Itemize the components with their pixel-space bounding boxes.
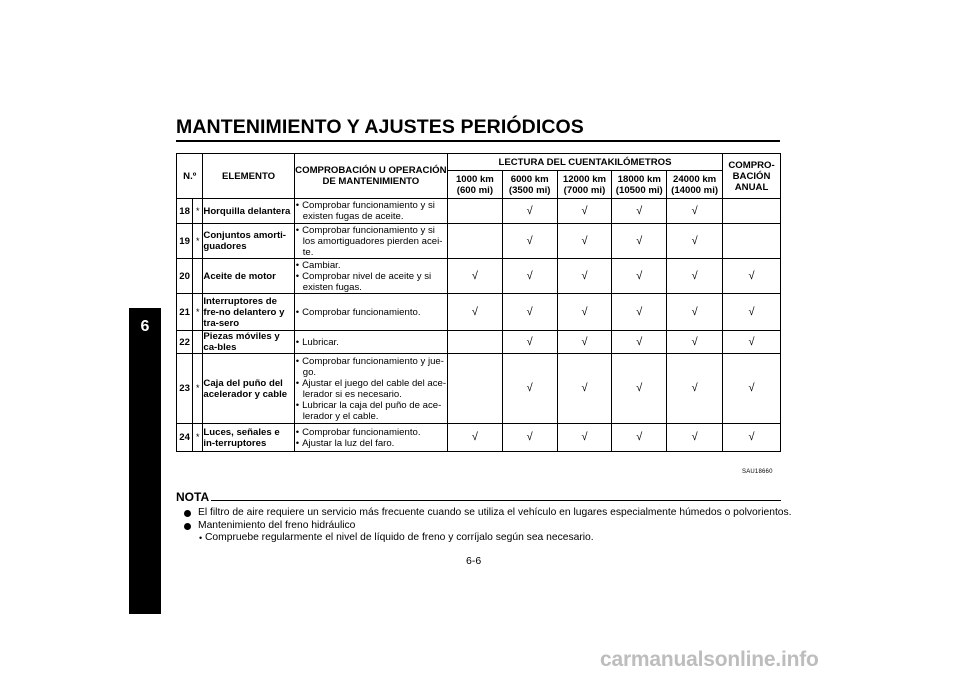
check-cell: [447, 224, 502, 259]
row-number: 18: [177, 199, 193, 224]
table-row: [177, 331, 781, 354]
table-row: [177, 199, 781, 224]
row-element: Interruptores de fre-no delantero y tra-sero: [203, 294, 294, 331]
row-asterisk: *: [193, 224, 203, 259]
row-operations: [294, 224, 447, 259]
row-number: 24: [177, 424, 193, 452]
interval-mi: (10500 mi): [615, 184, 663, 196]
table-row: [177, 354, 781, 424]
nota-item-text: El filtro de aire requiere un servicio más frecuente cuando se utiliza el vehículo en lugares especialmente húmedos o polvorientos.: [198, 507, 792, 518]
check-cell: [557, 424, 612, 452]
check-mark-icon: √: [581, 204, 588, 217]
check-cell: [557, 294, 612, 331]
nota-label: NOTA: [176, 490, 210, 504]
page-title: MANTENIMIENTO Y AJUSTES PERIÓDICOS: [176, 116, 584, 138]
check-cell: [723, 354, 781, 424]
check-cell: [667, 354, 723, 424]
operation-item: • Comprobar funcionamiento y si existen fugas de aceite.: [295, 200, 447, 222]
check-mark-icon: √: [691, 305, 698, 318]
header-interval: [557, 171, 612, 199]
table-row: [177, 424, 781, 452]
check-mark-icon: √: [748, 382, 755, 394]
operation-item: • Comprobar funcionamiento y jue-go.: [295, 356, 447, 378]
row-asterisk: *: [193, 294, 203, 331]
header-interval: [447, 171, 502, 199]
check-cell: [723, 259, 781, 294]
check-cell: [557, 354, 612, 424]
chapter-tab: [129, 308, 161, 614]
row-operations: [294, 331, 447, 354]
nota-list: [184, 507, 792, 545]
check-cell: [612, 424, 667, 452]
row-element: Caja del puño del acelerador y cable: [203, 354, 294, 424]
check-mark-icon: √: [691, 234, 698, 247]
check-cell: [557, 259, 612, 294]
check-mark-icon: √: [581, 335, 588, 348]
check-mark-icon: √: [471, 431, 478, 443]
operation-item: • Comprobar funcionamiento y si los amortiguadores pierden acei-te.: [295, 225, 447, 258]
nota-rule: [211, 500, 781, 501]
row-asterisk: *: [193, 424, 203, 452]
row-asterisk: *: [193, 199, 203, 224]
operation-item: • Lubricar la caja del puño de ace-lerador y el cable.: [295, 400, 447, 422]
check-mark-icon: √: [526, 335, 533, 348]
check-mark-icon: √: [748, 269, 755, 282]
check-cell: [502, 424, 557, 452]
check-mark-icon: √: [636, 204, 643, 217]
maintenance-table: [176, 153, 781, 452]
check-mark-icon: √: [691, 204, 698, 217]
check-cell: [612, 331, 667, 354]
row-operations: [294, 259, 447, 294]
check-mark-icon: √: [636, 335, 643, 348]
row-asterisk: [193, 331, 203, 354]
check-mark-icon: √: [636, 269, 643, 282]
check-cell: [447, 424, 502, 452]
nota-item: [184, 520, 792, 533]
check-cell: [502, 199, 557, 224]
check-cell: [447, 259, 502, 294]
check-mark-icon: √: [636, 382, 643, 394]
check-mark-icon: √: [748, 431, 755, 443]
check-mark-icon: √: [581, 382, 588, 394]
header-interval: [667, 171, 723, 199]
check-mark-icon: √: [691, 431, 698, 443]
check-cell: [447, 331, 502, 354]
check-mark-icon: √: [581, 305, 588, 318]
row-element: Horquilla delantera: [203, 199, 294, 224]
reference-code: SAU18660: [742, 469, 773, 475]
table-row: [177, 224, 781, 259]
row-operations: [294, 294, 447, 331]
check-cell: [612, 294, 667, 331]
interval-mi: (3500 mi): [508, 184, 551, 196]
row-number: 22: [177, 331, 193, 354]
interval-km: 1000 km: [455, 173, 494, 185]
row-element: Piezas móviles y ca-bles: [203, 331, 294, 354]
check-cell: [667, 331, 723, 354]
check-mark-icon: √: [581, 234, 588, 247]
check-mark-icon: √: [636, 305, 643, 318]
nota-sub-item: • Compruebe regularmente el nivel de líquido de freno y corríjalo según sea necesario.: [184, 532, 792, 545]
check-cell: [502, 354, 557, 424]
check-cell: [557, 224, 612, 259]
check-mark-icon: √: [636, 431, 643, 443]
header-no: N.º: [177, 154, 203, 199]
check-cell: [667, 224, 723, 259]
header-operation: COMPROBACIÓN U OPERACIÓN DE MANTENIMIENTO: [294, 154, 447, 199]
chapter-tab-number: 6: [140, 318, 150, 335]
row-element: Conjuntos amorti-guadores: [203, 224, 294, 259]
header-odometer: LECTURA DEL CUENTAKILÓMETROS: [447, 154, 722, 171]
check-mark-icon: √: [691, 269, 698, 282]
check-mark-icon: √: [526, 431, 533, 443]
row-number: 19: [177, 224, 193, 259]
check-mark-icon: √: [526, 204, 533, 217]
operation-item: • Comprobar funcionamiento.: [295, 307, 447, 318]
check-cell: [723, 199, 781, 224]
check-cell: [557, 199, 612, 224]
bullet-icon: [184, 523, 191, 530]
check-mark-icon: √: [526, 269, 533, 282]
check-mark-icon: √: [691, 335, 698, 348]
header-annual: COMPRO-BACIÓN ANUAL: [723, 154, 781, 199]
check-cell: [502, 224, 557, 259]
check-cell: [502, 294, 557, 331]
row-number: 20: [177, 259, 193, 294]
row-asterisk: [193, 259, 203, 294]
interval-mi: (14000 mi): [671, 184, 719, 196]
watermark: carmanualsonline.info: [600, 648, 819, 671]
header-interval: [502, 171, 557, 199]
check-mark-icon: √: [636, 234, 643, 247]
operation-item: • Ajustar la luz del faro.: [295, 438, 447, 449]
check-cell: [723, 224, 781, 259]
operation-item: • Comprobar nivel de aceite y si existen fugas.: [295, 271, 447, 293]
check-cell: [667, 294, 723, 331]
header-element: ELEMENTO: [203, 154, 294, 199]
row-operations: [294, 354, 447, 424]
check-mark-icon: √: [748, 305, 755, 318]
check-mark-icon: √: [581, 431, 588, 443]
check-cell: [612, 199, 667, 224]
row-element: Luces, señales e in-terruptores: [203, 424, 294, 452]
row-number: 21: [177, 294, 193, 331]
interval-mi: (600 mi): [456, 184, 494, 196]
check-mark-icon: √: [526, 305, 533, 318]
check-cell: [447, 199, 502, 224]
title-rule: [176, 140, 780, 142]
row-asterisk: *: [193, 354, 203, 424]
check-cell: [723, 294, 781, 331]
check-cell: [502, 259, 557, 294]
row-element: Aceite de motor: [203, 259, 294, 294]
check-mark-icon: √: [526, 234, 533, 247]
operation-item: • Cambiar.: [295, 260, 447, 271]
check-mark-icon: √: [691, 382, 698, 394]
operation-item: • Lubricar.: [295, 337, 447, 348]
interval-mi: (7000 mi): [563, 184, 606, 196]
interval-km: 18000 km: [617, 173, 661, 185]
row-number: 23: [177, 354, 193, 424]
check-cell: [502, 331, 557, 354]
check-mark-icon: √: [471, 305, 478, 318]
check-cell: [612, 259, 667, 294]
interval-km: 24000 km: [673, 173, 717, 185]
check-cell: [447, 294, 502, 331]
check-mark-icon: √: [526, 382, 533, 394]
operation-item: • Ajustar el juego del cable del ace-lerador si es necesario.: [295, 378, 447, 400]
check-cell: [723, 424, 781, 452]
check-cell: [667, 259, 723, 294]
check-cell: [612, 224, 667, 259]
check-mark-icon: √: [748, 335, 755, 348]
bullet-icon: [184, 510, 191, 517]
nota-item-text: Mantenimiento del freno hidráulico: [198, 519, 356, 531]
check-cell: [557, 331, 612, 354]
check-cell: [667, 424, 723, 452]
header-interval: [612, 171, 667, 199]
check-mark-icon: √: [581, 269, 588, 282]
row-operations: [294, 424, 447, 452]
table-row: [177, 294, 781, 331]
table-row: [177, 259, 781, 294]
interval-km: 12000 km: [562, 173, 607, 185]
check-cell: [723, 331, 781, 354]
operation-item: • Comprobar funcionamiento.: [295, 427, 447, 438]
nota-item: [184, 507, 792, 520]
interval-km: 6000 km: [510, 173, 549, 185]
check-cell: [612, 354, 667, 424]
row-operations: [294, 199, 447, 224]
page-number: 6-6: [466, 555, 482, 567]
check-cell: [667, 199, 723, 224]
check-cell: [447, 354, 502, 424]
check-mark-icon: √: [471, 269, 478, 282]
